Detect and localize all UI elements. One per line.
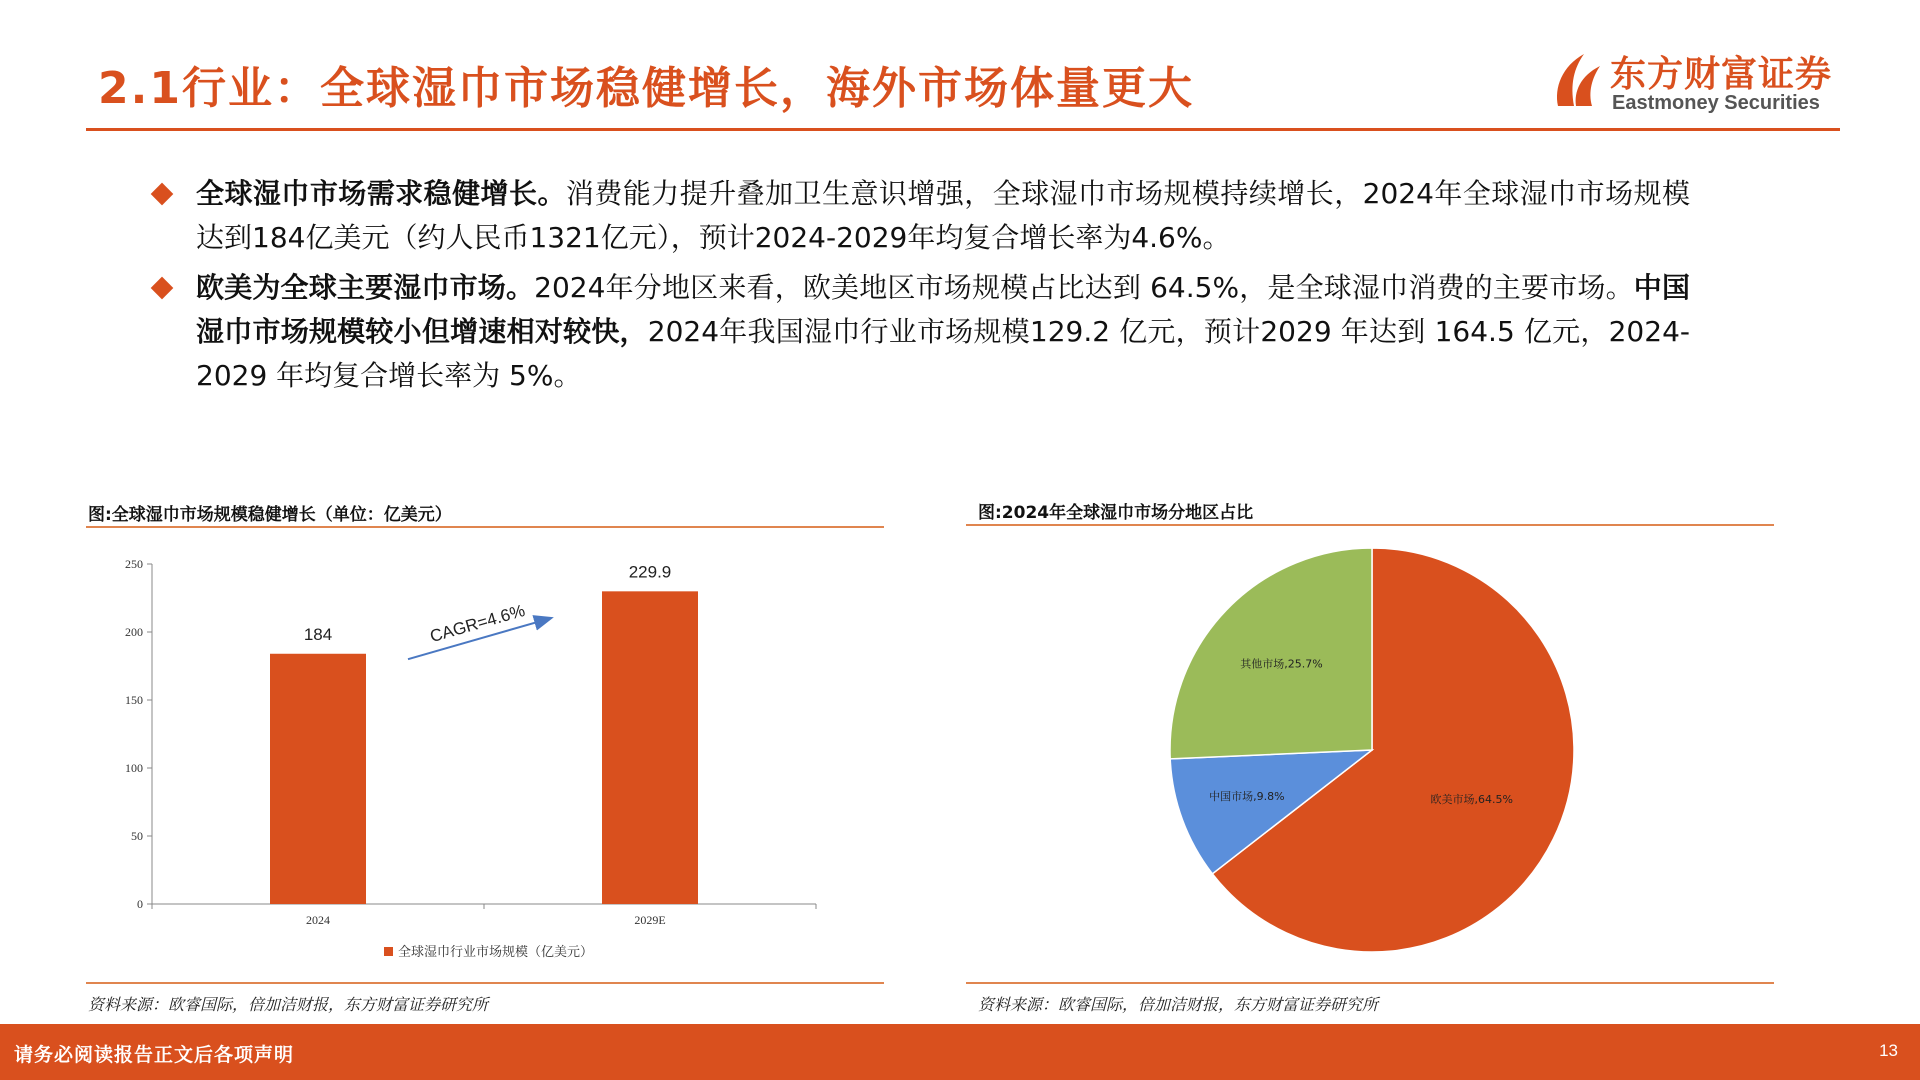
bullet-2-lead: 欧美为全球主要湿巾市场。: [196, 271, 535, 304]
bullet-1-lead: 全球湿巾市场需求稳健增长。: [196, 177, 566, 210]
bar-2024: [270, 654, 366, 904]
pie-chart: [1110, 534, 1590, 974]
bullet-1-body: 消费能力提升叠加卫生意识增强，全球湿巾市场规模持续增长，2024年全球湿巾市场规模达到184亿美元（约人民币1321亿元），预计2024-2029年均复合增长率为4.6%。: [196, 177, 1690, 254]
pie-figure-source: 资料来源：欧睿国际，倍加洁财报，东方财富证券研究所: [978, 995, 1379, 1014]
bar-figure-title: 图:全球湿巾市场规模稳健增长（单位：亿美元）: [88, 505, 452, 525]
page-number: 13: [1879, 1041, 1898, 1060]
legend-label: 全球湿巾行业市场规模（亿美元）: [398, 945, 594, 960]
bullet-item-1: [150, 172, 1690, 260]
logo-text-cn: 东方财富证券: [1610, 54, 1833, 95]
bullet-list: [150, 172, 1690, 404]
pie-slice-europe-us-label: 欧美市场,64.5%: [1430, 792, 1513, 806]
bullet-text-2: [196, 266, 1690, 398]
bar-figure-source: 资料来源：欧睿国际，倍加洁财报，东方财富证券研究所: [88, 995, 489, 1014]
bar-value-label: 229.9: [628, 562, 672, 582]
y-tick-label: 0: [137, 897, 143, 911]
bullet-item-2: [150, 266, 1690, 398]
bullet-2-lead-2: 中国湿巾市场规模较小但增速相对较快，: [196, 271, 1690, 348]
pie-slice-other-label: 其他市场,25.7%: [1240, 657, 1323, 671]
company-logo: [1548, 44, 1848, 120]
pie-figure-bottom-rule: [966, 982, 1774, 984]
header-divider: [86, 128, 1840, 131]
y-tick-label: 250: [125, 557, 143, 571]
pie-slice-china-label: 中国市场,9.8%: [1209, 789, 1285, 803]
page-title: 2.1行业：全球湿巾市场稳健增长，海外市场体量更大: [98, 63, 1194, 114]
pie-figure-top-rule: [966, 524, 1774, 526]
x-tick-label: 2029E: [634, 913, 666, 927]
bar-value-label: 184: [303, 624, 333, 644]
bullet-2-body: 2024年分地区来看，欧美地区市场规模占比达到 64.5%，是全球湿巾消费的主要市场。: [534, 271, 1634, 304]
diamond-bullet-icon: [151, 277, 174, 300]
bar-figure-bottom-rule: [86, 982, 884, 984]
y-tick-label: 100: [125, 761, 143, 775]
cagr-annotation: CAGR=4.6%: [427, 600, 528, 647]
bar-2029E: [602, 591, 698, 904]
y-tick-label: 200: [125, 625, 143, 639]
legend-swatch: [384, 947, 393, 956]
pie-figure-title: 图:2024年全球湿巾市场分地区占比: [978, 503, 1254, 523]
y-tick-label: 50: [131, 829, 143, 843]
pie-slice-other: [1170, 548, 1372, 759]
bullet-text-1: [196, 172, 1690, 260]
eastmoney-logo-icon: [1548, 48, 1604, 112]
x-tick-label: 2024: [306, 913, 330, 927]
footer-disclaimer: 请务必阅读报告正文后各项声明: [14, 1044, 295, 1066]
diamond-bullet-icon: [151, 183, 174, 206]
footer-bar: [0, 1024, 1920, 1080]
bar-chart: [100, 546, 830, 966]
bar-figure-top-rule: [86, 526, 884, 528]
logo-text-en: Eastmoney Securities: [1612, 92, 1820, 114]
bullet-2-body-2: 2024年我国湿巾行业市场规模129.2 亿元，预计2029 年达到 164.5 亿元，2024-2029 年均复合增长率为 5%。: [196, 315, 1690, 392]
y-tick-label: 150: [125, 693, 143, 707]
